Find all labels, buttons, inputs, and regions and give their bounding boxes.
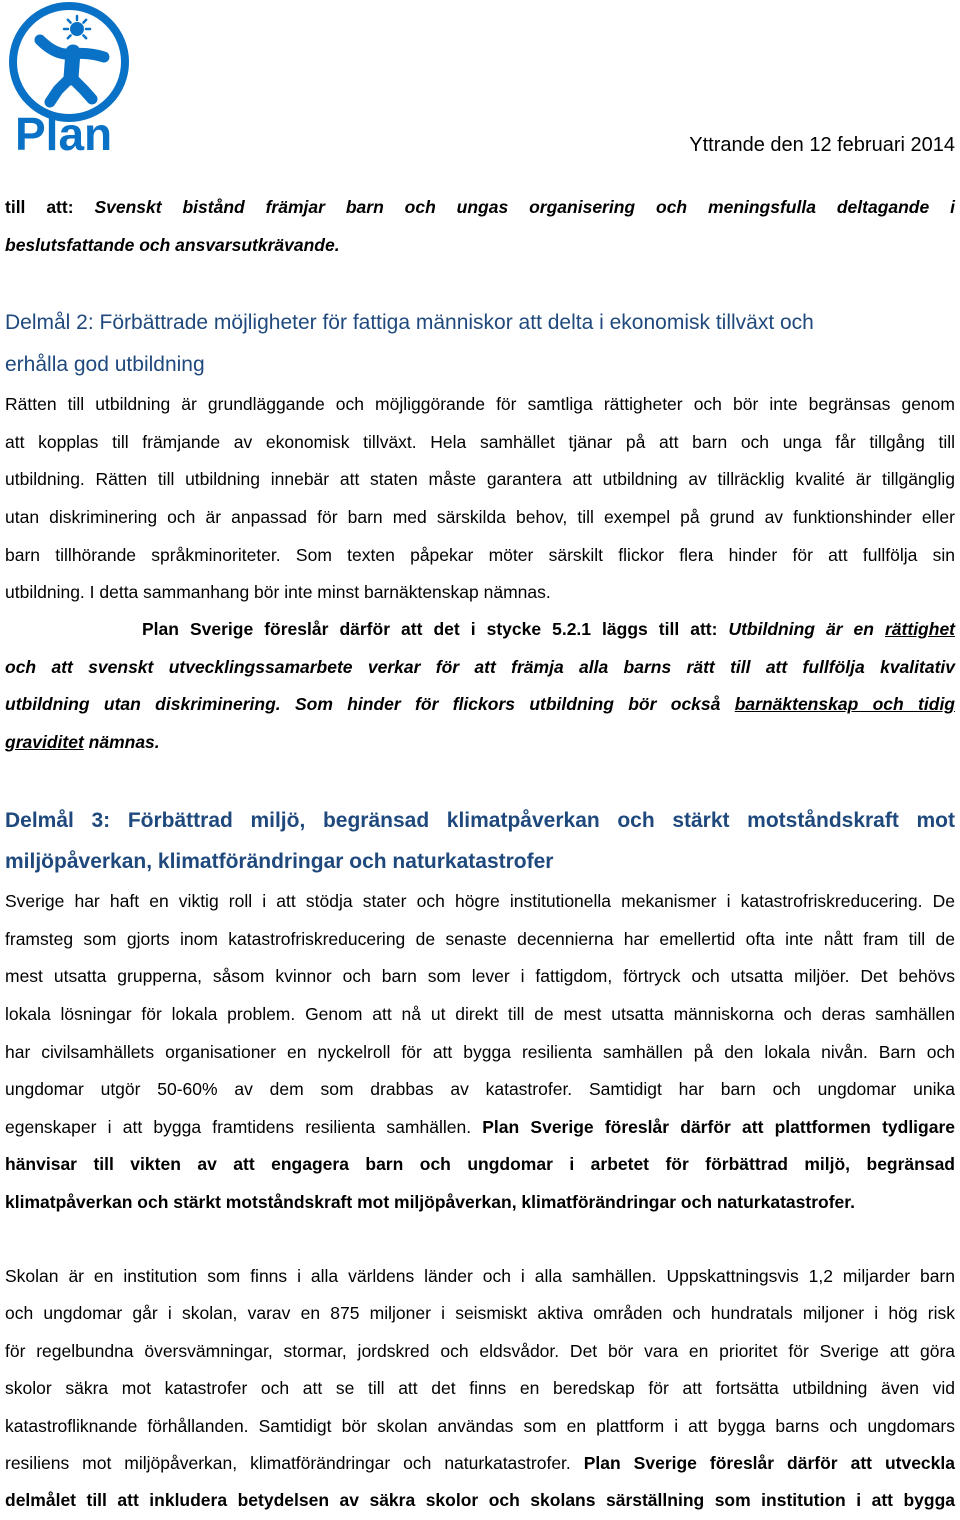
bold-italic-text: beslutsfattande och ansvarsutkrävande.: [5, 234, 340, 255]
text-line: [5, 649, 955, 687]
text-line: [5, 611, 955, 649]
goal2-heading: [5, 302, 955, 386]
goal2-body-paragraph: [5, 386, 955, 612]
heading-line: Delmål 3: Förbättrad miljö, begränsad klimatpåverkan och stärkt motståndskraft mot: [5, 808, 955, 832]
logo-wordmark: Plan: [15, 108, 113, 155]
text-line: utbildning. I detta sammanhang bör inte minst barnäktenskap nämnas.: [5, 582, 551, 603]
child-figure-icon: [40, 40, 104, 102]
text-line: [5, 686, 955, 724]
intro-paragraph: [5, 189, 955, 264]
text-line: katastrofliknande förhållanden. Samtidigt bör skolan användas som en plattform i att bygga barns och ungdomars: [5, 1415, 955, 1436]
heading-line: erhålla god utbildning: [5, 353, 205, 376]
text-line: för regelbundna översvämningar, stormar, jordskred och eldsvådor. Det bör vara en prioritet för Sverige att göra: [5, 1340, 955, 1361]
underlined-text: barnäktenskap och tidig: [734, 694, 955, 715]
bold-italic-text: utbildning utan diskriminering. Som hinder för flickors utbildning bör också: [5, 694, 735, 715]
text-line: har civilsamhällets organisationer en nyckelroll för att bygga resilienta samhällen på den lokala nivån. Barn och: [5, 1041, 955, 1062]
text-line: ungdomar utgör 50-60% av dem som drabbas av katastrofer. Samtidigt har barn och ungdomar unika: [5, 1079, 955, 1100]
text-line: lokala lösningar för lokala problem. Genom att nå ut direkt till de mest utsatta människorna och deras samhällen: [5, 1003, 955, 1024]
bold-text: Plan Sverige föreslår därför att det i stycke 5.2.1 läggs till att:: [142, 619, 718, 640]
text-line: att kopplas till främjande av ekonomisk tillväxt. Hela samhället tjänar på att barn och unga får tillgång till: [5, 431, 955, 452]
text-line: Skolan är en institution som finns i alla världens länder och i alla samhällen. Uppskattningsvis 1,2 miljarder barn: [5, 1266, 955, 1286]
text-line: [5, 189, 955, 227]
plan-logo: [0, 0, 140, 155]
document-date: Yttrande den 12 februari 2014: [689, 134, 955, 156]
underlined-text: rättighet: [885, 619, 955, 640]
bold-italic-text: nämnas.: [83, 731, 160, 752]
text-line: klimatpåverkan och stärkt motståndskraft mot miljöpåverkan, klimatförändringar och naturkatastrofer.: [5, 1191, 855, 1212]
text-line: framsteg som gjorts inom katastrofriskreducering de senaste decennierna har emellertid ofta inte nått fram till de: [5, 928, 955, 949]
text-line: mest utsatta grupperna, såsom kvinnor och barn som lever i fattigdom, förtryck och utsatta miljöer. Det behövs: [5, 966, 955, 987]
goal3-heading: [5, 800, 955, 882]
text-line: utbildning. Rätten till utbildning innebär att staten måste garantera att utbildning av tillräcklig kvalité är tillgänglig: [5, 469, 955, 490]
goal3-schools-paragraph: [5, 1258, 955, 1520]
regular-text: egenskaper i att bygga framtidens resilienta samhällen.: [5, 1116, 472, 1137]
goal3-body-paragraph: [5, 883, 955, 1221]
text-line: Rätten till utbildning är grundläggande och möjliggörande för samtliga rättigheter och bör inte begränsas genom: [5, 394, 955, 415]
text-line: [5, 227, 955, 265]
text-line: delmålet till att inkludera betydelsen av säkra skolor och skolans särställning som institution i att bygga: [5, 1490, 955, 1511]
text-line: barn tillhörande språkminoriteter. Som texten påpekar möter särskilt flickor flera hinder för att fullfölja sin: [5, 544, 955, 565]
heading-line: Delmål 2: Förbättrade möjligheter för fattiga människor att delta i ekonomisk tillväxt och: [5, 311, 814, 334]
text-line: utan diskriminering och är anpassad för barn med särskilda behov, till exempel på grund av funktionshinder eller: [5, 506, 955, 527]
goal2-proposal-paragraph: [5, 611, 955, 761]
text-line: och ungdomar går i skolan, varav en 875 miljoner i seismiskt aktiva områden och hundratals miljoner i hög risk: [5, 1303, 955, 1324]
regular-text: resiliens mot miljöpåverkan, klimatförändringar och naturkatastrofer.: [5, 1452, 571, 1473]
plan-logo-graphic: [0, 0, 140, 155]
bold-italic-text: Svenskt bistånd främjar barn och ungas organisering och meningsfulla deltagande i: [73, 197, 955, 218]
text-line: hänvisar till vikten av att engagera barn och ungdomar i arbetet för förbättrad miljö, begränsad: [5, 1154, 955, 1175]
text-line: skolor säkra mot katastrofer och att se till att det finns en beredskap för att fortsätta utbildning även vid: [5, 1378, 955, 1399]
text-line: [5, 1109, 955, 1147]
text-line: [5, 724, 955, 762]
bold-text: Plan Sverige föreslår därför att utveckla: [570, 1452, 955, 1473]
bold-text: Plan Sverige föreslår därför att plattformen tydligare: [471, 1116, 956, 1137]
text-line: [5, 1445, 955, 1482]
bold-italic-text: Utbildning är en: [717, 619, 885, 640]
bold-text: till att:: [5, 197, 74, 218]
bold-italic-text: och att svenskt utvecklingssamarbete verkar för att främja alla barns rätt till att fullfölja kvalitativ: [5, 656, 955, 677]
underlined-text: graviditet: [5, 731, 84, 752]
text-line: Sverige har haft en viktig roll i att stödja stater och högre institutionella mekanismer i katastrofriskreducering. De: [5, 891, 955, 912]
heading-line: miljöpåverkan, klimatförändringar och naturkatastrofer: [5, 849, 554, 873]
sun-head-icon: [64, 16, 90, 38]
